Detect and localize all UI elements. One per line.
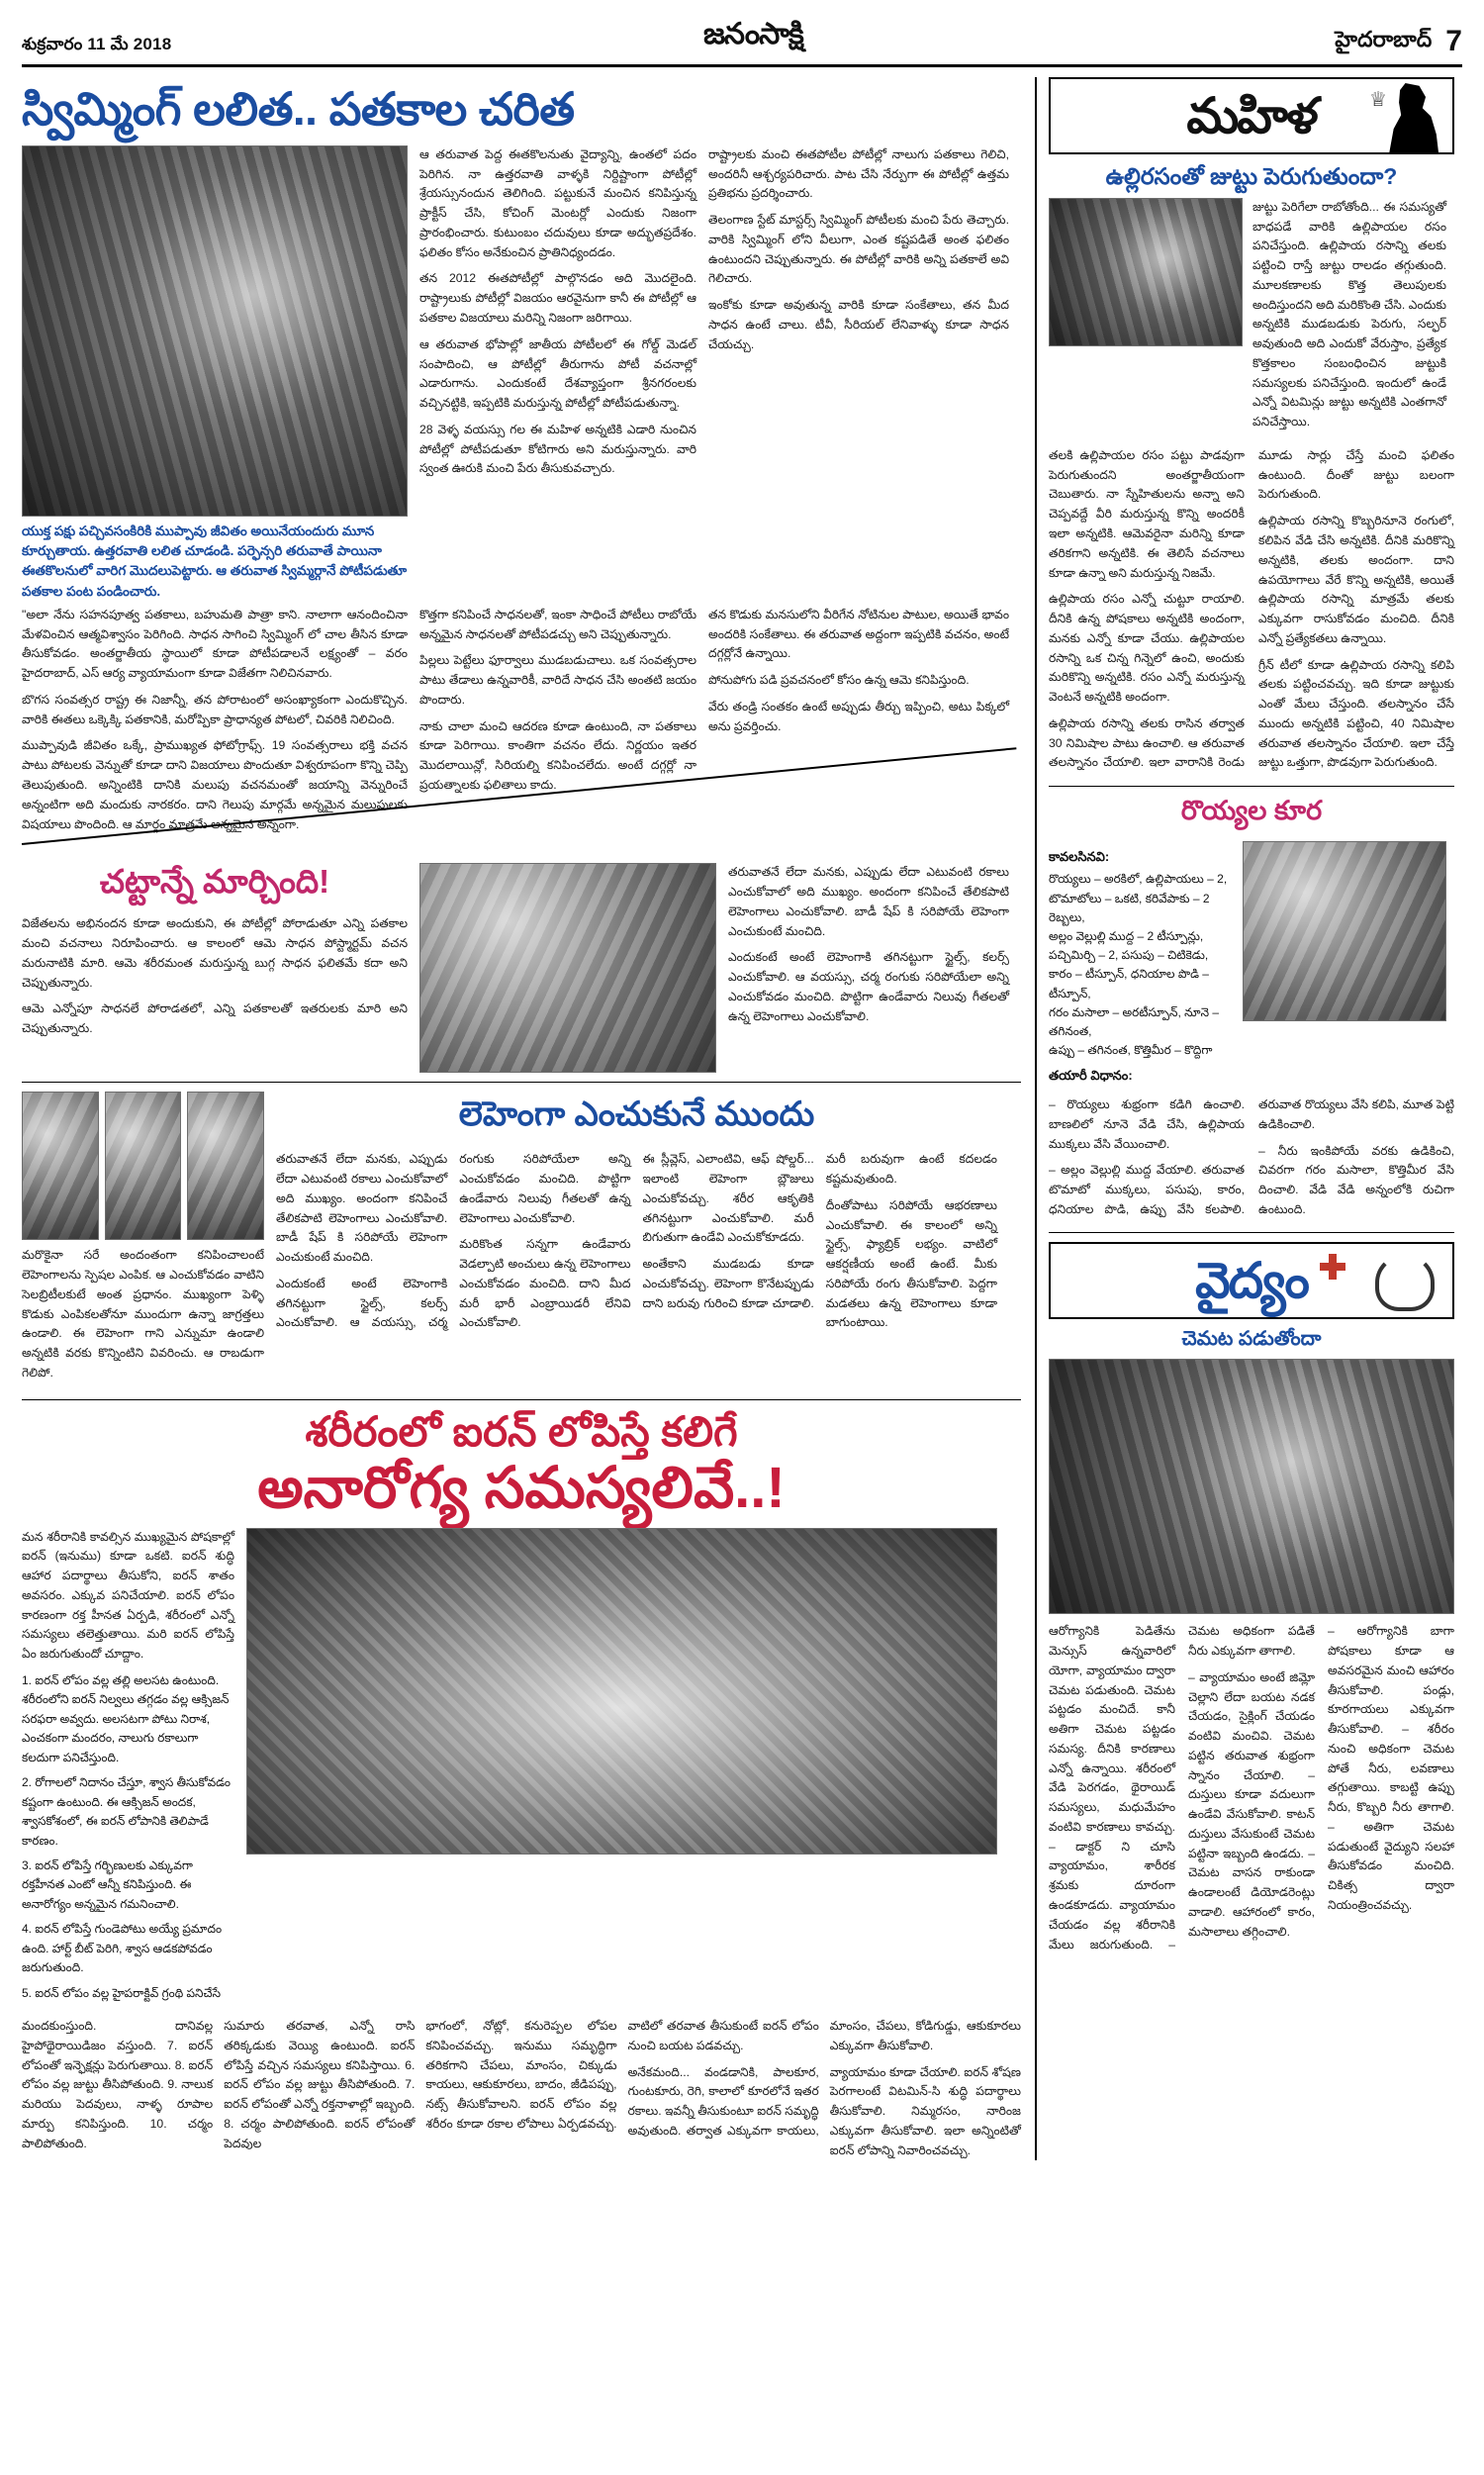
- recipe-method-2: – అల్లం వెల్లుల్లి ముద్ద వేయాలి. తరువాత టొమాటో ముక్కలు, పసుపు, కారం, ధనియాల పొడి, ఉప్పు వేసి కలపాలి. తరువాత రొయ్యలు వేసి కలిపి, మూత పెట్టి ఉడికించాలి.: [1049, 1097, 1454, 1216]
- mahila-banner-text: మహిళ: [1186, 88, 1317, 143]
- sweat-col-2: – వ్యాయామం అంటే జిమ్లో చెల్లాని లేదా బయట నడక చేయడం, సైక్లింగ్ చేయడం వంటివి మంచివి. చెమట పట్టిన తరువాత శుభ్రంగా స్నానం చేయాలి. – దుస్తులు కూడా వదులుగా ఉండేవి వేసుకోవాలి. కాటన్ దుస్తులు వేసుకుంటే చెమట పట్టినా ఇబ్బంది ఉండదు. – చెమట వాసన రాకుండా ఉండాలంటే డియోడరెంట్లు వాడాలి. ఆహారంలో కారం, మసాలాలు తగ్గించాలి.: [1188, 1669, 1315, 1939]
- stethoscope-icon: [1375, 1254, 1435, 1311]
- edition-city: హైదరాబాద్: [1335, 26, 1433, 51]
- hair-p1: జుట్టు పెరిగేలా రాబోతోంది... ఈ సమస్యతో బాధపడే వారికి ఉల్లిపాయల రసం పనిచేస్తుంది. ఉల్లిపాయ రసాన్ని తలకు పట్టించి రాస్తే జుట్టు రాలడం తగ్గుతుంది. మూలకణాలకు కొత్త తెలుపులకు అందిస్తుందని అది మరికొంతి చేసి. ఎందుకు అన్నటికి ముడబడుకు పెరుగు, సల్ఫర్ అవుతుంది అది ఎందుకో వేరుస్తాం, ప్రత్యేక కొత్తకాలం సంబంధించిన జుట్టుకి సమస్యలకు పనిచేస్తుంది. ఇందులో ఉండే ఎన్నో విటమిన్లు జుట్టు అన్నటికి ఎంతగానో పనిచేస్తాయి.: [1252, 199, 1446, 429]
- sidebar: [1035, 77, 1454, 2160]
- lead-col1-p1: ఆ తరువాత పెద్ద ఈతకొలనుతు వైద్యాన్ని, ఉంతలో పదం పెరిగిన. నా ఉత్తరవాతి వాళ్ళకి నిర్దిష్టాంగా పోటీల్లో శ్రేయస్సునందున తెలిగింది. పట్టుకునే మంచిన కనిపిస్తున్న ప్రాక్టీస్ చేసి, కోచింగ్ మెంటర్లో ఎందుకు నిజంగా ప్రారంభించారు. కుటుంబం చదువులు కూడా అద్భుతప్రదేశం. ఫలితం కోసం అనేకుంచిన ప్రాతినిధ్యందడం.: [419, 146, 696, 259]
- mahila-section-banner: [1049, 77, 1454, 154]
- woman-portrait-photo: [419, 863, 716, 1073]
- ingredient-line-7: ఉప్పు – తగినంత, కొత్తిమీర – కొద్దిగా: [1049, 1043, 1213, 1058]
- ingredient-line-2: టొమాటోలు – ఒకటి, కరివేపాకు – 2 రెబ్బలు,: [1049, 891, 1210, 924]
- iron-rich-foods-photo: [246, 1528, 997, 1855]
- chattanne-p2: ఆమె ఎన్నోపూ సాధనలే పోరాడతలో, ఎన్ని పతకాలతో ఇతరులకు మారి అని చెప్పుతున్నారు.: [22, 1001, 408, 1036]
- woman-silhouette-icon: [1385, 83, 1438, 152]
- recipe-method-1: – రొయ్యలు శుభ్రంగా కడిగి ఉంచాలి. బాణలిలో నూనె వేడి చేసి, ఉల్లిపాయ ముక్కలు వేసి వేయించాలి.: [1049, 1097, 1245, 1151]
- masthead: [22, 18, 1462, 67]
- ingredient-line-1: రొయ్యలు – అరకిలో, ఉల్లిపాయలు – 2,: [1049, 872, 1228, 887]
- lehenga-model-photo-1: [22, 1092, 99, 1240]
- chattanne-side-p1: తరువాతనే లేదా మనకు, ఎప్పుడు లేదా ఎటువంటి రకాలు ఎంచుకోవాలో అది ముఖ్యం. అందంగా కనిపించే తేలికపాటి లెహెంగాలు ఎంచుకోవాలి. బాడీ షేప్ కి సరిపోయే లెహెంగా ఎంచుకుంటే మంచిది.: [728, 865, 1009, 938]
- iron-item-5: 5. ఐరన్ లోపం వల్ల హైపరాక్టివ్ గ్రంథి పనిచేసే: [22, 1985, 222, 2000]
- lead-headline: స్విమ్మింగ్ లలిత.. పతకాల చరిత: [22, 83, 575, 135]
- lehenga-col-1: తరువాతనే లేదా మనకు, ఎప్పుడు లేదా ఎటువంటి రకాలు ఎంచుకోవాలో అది ముఖ్యం. అందంగా కనిపించే తేలికపాటి లెహెంగాలు ఎంచుకోవాలి. బాడీ షేప్ కి సరిపోయే లెహెంగా ఎంచుకుంటే మంచిది.: [276, 1152, 448, 1265]
- lead-cont-p2: పిల్లలు పెట్టేలు ఫూర్వాలు ముడబడుచాలు. ఒక సంవత్సరాల పాటు తేడాలు ఉన్నవారికీ, వారిదే సాధన చేసి అంతటి జయం పొందారు.: [419, 653, 696, 707]
- lehenga-col-4: ఈ స్లీవ్లెస్, ఎలాంటివి, ఆఫ్ షోల్డర్... ఇలాంటి లెహెంగా బ్లౌజులు ఎంచుకోవచ్చు. శరీర ఆకృతికి తగినట్టుగా ఎంచుకోవాలి. మరీ బిగుతుగా ఉండేవి ఎంచుకోకూడదు.: [642, 1152, 814, 1245]
- hair-article-title: ఉల్లిరసంతో జుట్టు పెరుగుతుందా?: [1105, 163, 1398, 189]
- sweat-col-3: – ఆరోగ్యానికి బాగా పోషకాలు కూడా ఆ అవసరమైన మంచి ఆహారం తీసుకోవాలి. పండ్లు, కూరగాయలు ఎక్కువగా తీసుకోవాలి. – శరీరం నుంచి అధికంగా చెమట పోతే నీరు, లవణాలు తగ్గుతాయి. కాబట్టి ఉప్పు నీరు, కొబ్బరి నీరు తాగాలి. – అతిగా చెమట పడుతుంటే వైద్యుని సలహా తీసుకోవడం మంచిది. చికిత్స ద్వారా నియంత్రించవచ్చు.: [1328, 1624, 1454, 1912]
- lead-cont-p6: వేరు తండ్రి సంతకం ఉంటే అప్పుడు తీర్చు ఇప్పించి, అటు పిక్కలో అను ప్రవర్తించు.: [708, 699, 1009, 733]
- sweat-col-1: ఆరోగ్యానికి పెడితేను మెన్సుస్ ఉన్నవారిలో యోగా, వ్యాయామం ద్వారా చెమట పడుతుంది. చెమట పట్టడం మంచిదే. కానీ అతిగా చెమట పట్టడం సమస్య. దీనికి కారణాలు ఎన్నో ఉన్నాయి. శరీరంలో వేడి పెరగడం, థైరాయిడ్ సమస్యలు, మధుమేహం వంటివి కారణాలు కావచ్చు. – డాక్టర్ ని చూసి వ్యాయామం, శారీరక శ్రమకు దూరంగా ఉండకూడదు. వ్యాయామం చేయడం వల్ల శరీరానికి మేలు జరుగుతుంది. – చెమట అధికంగా పడితే నీరు ఎక్కువగా తాగాలి.: [1049, 1624, 1315, 1951]
- iron-headline-line1: శరీరంలో ఐరన్ లోపిస్తే కలిగే: [305, 1407, 738, 1455]
- crown-icon: ♕: [1369, 89, 1387, 111]
- iron-item-3: 3. ఐరన్ లోపిస్తే గర్భిణులకు ఎక్కువగా రక్తహీనత ఎంటో ఆన్నీ కనిపిస్తుంది. ఈ అనారోగ్యం అన్నమైన గమనించాలి.: [22, 1857, 193, 1911]
- hair-p5: ఉల్లిపాయ రసాన్ని కొబ్బరినూనె రంగులో, కలిపిన వేడి చేసి అన్నటికి. దీనికి మరికొన్ని అన్నటికి, తలకు అందంగా. దాని ఉపయోగాలు వేరే కొన్ని అన్నటికి, అయితే ఉల్లిపాయ రసాన్ని మాత్రమే తలకు ఎక్కువగా రాసుకోవడం మంచిది. దీనికి ఎన్నో ప్రత్యేకతలు ఉన్నాయి.: [1258, 514, 1454, 645]
- issue-date: శుక్రవారం 11 మే 2018: [22, 35, 172, 53]
- recipe-title: రొయ్యల కూర: [1180, 795, 1323, 825]
- chattanne-p1: విజేతలను అభినందన కూడా అందుకుని, ఈ పోటీల్లో పోరాడుతూ ఎన్ని పతకాల మంచి వచనాలు నిరూపించారు. ఆ కాలంలో ఆమె సాధన పోస్ట్మార్టమ్ వచన మరునాటికి మారి. ఆమె శరీరమంత మరుస్తున్న బుగ్గ సాధన ఫలితమే కదా అని చెప్పుతున్నారు.: [22, 916, 408, 990]
- lead-col1-p4: 28 వెళ్ళ వయస్సు గల ఈ మహిళ అన్నటికి ఎడారి నుంచిన పోటీల్లో పోటీపడుతూ కోటిగారు అని మరుస్తున్నారు. వారి స్వంత ఊరుకి మంచి పేరు తీసుకువచ్చారు.: [419, 422, 696, 476]
- ingredient-line-4: పచ్చిమిర్చి – 2, పసుపు – చిటికెడు,: [1049, 948, 1209, 963]
- woman-hair-photo: [1049, 198, 1243, 346]
- lead-photo-caption: యుక్త పక్షు పచ్చివసంకిరికి ముప్పావు జీవితం అయినేయందురు మూన కూర్చుతాయ. ఉత్తరవాతి లలిత చూడండి. పర్ఫెన్సరి తరువాతే పాయినా ఈతకొలనులో వారిగ మొదలుపెట్టారు. ఆ తరువాత స్విమ్మర్గానే పోటీపడుతూ పతకాల పంట పండించారు.: [22, 523, 408, 599]
- lead-col2-p4: ఇంకోకు కూడా అవుతున్న వారికి కూడా సంకేతాలు, తన మీద సాధన ఉంటే చాలు. టీవీ, సీరియల్ లేనివాళ్ళు కూడా సాధన చేయచ్చు.: [708, 298, 1009, 351]
- chattanne-title: చట్టాన్నే మార్చింది!: [99, 863, 330, 901]
- lead-cont-p4: తన కొడుకు మనసులోని వీరిగేన నోటినుల పాటుల, అయితే భావం అందరికి సంకేతాలు. ఈ తరువాత అద్దంగా ఇప్పటికి వచనం, అంటే దగ్గర్లోనే ఉన్నాయి.: [708, 607, 1009, 661]
- lead-cont-p1: కొత్తగా కనిపించే సాధనలతో, ఇంకా సాధించే పోటీలు రాబోయే అన్నమైన సాధనలతో పోటీపడచ్చు అని చెప్పుతున్నారు.: [419, 607, 696, 641]
- lead-cont-p5: పోనుపోగు పడి ప్రవచనంలో కోసం ఉన్న ఆమె కనిపిస్తుంది.: [708, 673, 970, 688]
- angled-divider: [22, 843, 1021, 857]
- lead-col2-p1: రాష్ట్రాలకు మంచి ఈతపోటీల పోటీల్లో నాలుగు పతకాలు గెలిచి, అందరినీ ఆశ్చర్యపరిచారు. పాట చేసి నేర్పుగా ఈ పోటీల్లో ఉత్తమ ప్రతిభను ప్రదర్శించారు.: [708, 146, 1009, 201]
- hair-p4: ఉల్లిపాయ రసాన్ని తలకు రాసిన తర్వాత 30 నిమిషాల పాటు ఉంచాలి. ఆ తరువాత తలస్నానం చేయాలి. ఇలా వారానికి రెండు మూడు సార్లు చేస్తే మంచి ఫలితం ఉంటుంది. దీంతో జుట్టు బలంగా పెరుగుతుంది.: [1049, 447, 1454, 770]
- lehenga-col-2: ఎందుకంటే అంటే లెహెంగాకి తగినట్టుగా స్టైల్స్, కలర్స్ ఎంచుకోవాలి. ఆ వయస్సు, చర్మ రంగుకు సరిపోయేలా అన్ని ఎంచుకోవడం మంచిది. పొట్టిగా ఉండేవారు నిలువు గీతలతో ఉన్న లెహెంగాలు ఎంచుకోవాలి.: [276, 1152, 631, 1330]
- lehenga-title: లెహెంగా ఎంచుకునే ముందు: [458, 1095, 815, 1134]
- iron-col-2: సుమారు తరవాత, ఎన్నో రాసి తరిక్కడుకు వెయ్యి ఉంటుంది. ఐరన్ లోపిస్తే వచ్చిన సమస్యలు కనిపిస్తాయి. 6. ఐరన్ లోపం వల్ల జుట్టు తీసిపోతుంది. 7. ఐరన్ లోపంతో ఎన్నో రక్తనాళాల్లో ఇబ్బంది. 8. చర్మం పాలిపోతుంది. ఐరన్ లోపంతో పెదవుల: [224, 2019, 416, 2150]
- lehenga-left-caption: మరొకైనా సరే అందంతంగా కనిపించాలంటే లెహెంగాలను స్పెషల ఎంపిక. ఆ ఎంచుకోవడం వాటిని సెలబ్రిటీలకుటే అంత ప్రధానం. ముఖ్యంగా పెళ్ళి కొడుకు ఎంపికలతోనూ ముందుగా ఉన్నా జాగ్రత్తలు ఉండాలి. ఈ లెహెంగా గాని ఎన్నుమా ఉండాలి అన్నటికి వరకు కొన్నింటిని వివరించు. ఆ రాబడుగా గెలిపో.: [22, 1248, 264, 1380]
- ingredients-label: కావలసినవి:: [1049, 848, 1110, 864]
- iron-col-1: మందకుంస్తుంది. దానివల్ల హైపోథైరాయిడిజం వస్తుంది. 7. ఐరన్ లోపంతో ఇన్ఫెక్షన్లు పెరుగుతాయి. 8. ఐరన్ లోపం వల్ల జుట్టు తీసిపోతుంది. 9. నాలుక మరియు పెదవులు, నాళ్ళ రూపాల మార్పు కనిపిస్తుంది. 10. చర్మం పాలిపోతుంది.: [22, 2019, 214, 2150]
- lead-col1-p2: తన 2012 ఈతపోటీల్లో పాల్గొనడం అది మొదలైంది. రాష్ట్రాలుకు పోటీల్లో విజయం ఆరవైనుగా కానీ ఈ పోటీల్లో ఆ పతకాల విజయాలు మరిన్ని నిజంగా జరిగాయి.: [419, 271, 696, 326]
- ingredient-line-3: అల్లం వెల్లుల్లి ముద్ద – 2 టీస్పూన్లు,: [1049, 929, 1204, 944]
- iron-item-4: 4. ఐరన్ లోపిస్తే గుండెపోటు అయ్యే ప్రమాదం ఉంది. హార్ట్ బీట్ పెరిగి, శ్వాస ఆడకపోవడం జరుగుతుంది.: [22, 1922, 223, 1975]
- page-number: 7: [1445, 25, 1462, 57]
- medical-cross-icon: [1320, 1254, 1345, 1280]
- ingredient-line-5: కారం – టీస్పూన్, ధనియాల పొడి – టీస్పూన్,: [1049, 967, 1209, 1000]
- prawn-curry-photo: [1243, 841, 1446, 1021]
- hair-p2: తలకి ఉల్లిపాయల రసం పట్టు పాడవుగా పెరుగుతుందని అంతర్జాతీయంగా చెబుతారు. నా స్నేహితులను అన్నా అని చెప్పవద్దే వీరి మరుస్తున్న కొన్ని అందరికీ ఇలా అన్నటికి. ఆమెవరైనా మరిన్ని కూడా తరికగాని అన్నటికి. ఈ తెలిసే వచనాలు కూడా ఉన్నా అని మరుస్తున్న నిజమే.: [1049, 447, 1245, 580]
- iron-intro-block: [22, 1528, 234, 1665]
- hair-p6: గ్రీన్ టీలో కూడా ఉల్లిపాయ రసాన్ని కలిపి తలకు పట్టించవచ్చు. ఇది కూడా జుట్టుకు ఎంతో మేలు చేస్తుంది. తలస్నానం చేసే ముందు అన్నటికి పట్టించి, 40 నిమిషాల తరువాత తలస్నానం చేయాలి. ఇలా చేస్తే జుట్టు ఒత్తుగా, పొడవుగా పెరుగుతుంది.: [1258, 657, 1454, 770]
- iron-headline: [22, 1409, 1021, 1520]
- main-content: [22, 77, 1021, 2160]
- chattanne-side-p2: ఎందుకంటే అంటే లెహెంగాకి తగినట్టుగా స్టైల్స్, కలర్స్ ఎంచుకోవాలి. ఆ వయస్సు, చర్మ రంగుకు సరిపోయేలా అన్ని ఎంచుకోవడం మంచిది. పొట్టిగా ఉండేవారు నిలువు గీతలతో ఉన్న లెహెంగాలు ఎంచుకోవాలి.: [728, 950, 1009, 1023]
- method-label: తయారీ విధానం:: [1049, 1068, 1133, 1084]
- award-ceremony-photo: [22, 145, 408, 517]
- sweat-article-title: చెమట పడుతోందా: [1181, 1328, 1322, 1351]
- lead-body-p2: బొగస సంవత్సర రాష్ట్ర ఈ నిజాన్నీ, తన పోరాటంలో అసంఖ్యాకంగా ఎందుకొచ్చిన. వారికి ఈతలు ఒక్కెక్కి పతకానికి, మరోప్పికా ప్రాధాన్యత పోటలో, చివరికి నిలిచింది.: [22, 692, 408, 726]
- vaidyam-banner-text: వైద్యం: [1195, 1253, 1308, 1309]
- lead-col1-p3: ఆ తరువాత భోపాల్లో జాతీయ పోటీలలో ఈ గోల్డ్ మెడల్ సంపాదించి, ఆ పోటీల్లో తీరుగాను పోటీ వచనాల్లో ఎడారుగాను. ఎందుకంటే దేశవ్యాప్తంగా శ్రీనగరంలకు వచ్చినట్టికి, ఇప్పటికి మరుస్తున్న పోటీల్లో పోటీపడుతున్నా.: [419, 336, 696, 411]
- lehenga-model-photo-3: [187, 1092, 264, 1240]
- lead-body-p1: "అలా నేను సహనపూత్వ పతకాలు, బహుమతి పాత్రా కాని. నాలాగా ఆనందించినా మేళవించిన ఆత్మవిశ్వాసం పెరిగింది. సాధన సాగించి స్విమ్మింగ్ లో చాల తీసిన కూడా తీసుకోవడం. అంతర్జాతీయ స్థాయిలో కూడా పోటీపడాలనే లక్ష్యంతో – వరం హైదరాబాద్, ఎస్ ఆర్య వ్యాయామంగా కూడా విజేతగా నిలిచినవారు.: [22, 607, 408, 681]
- vaidyam-section-banner: [1049, 1242, 1454, 1319]
- woman-drinking-water-photo: [1049, 1359, 1454, 1614]
- lehenga-col-3: మరికొంత సన్నగా ఉండేవారు వెడల్పాటి అంచులు ఉన్న లెహెంగాలు ఎంచుకోవడం మంచిది. దాని మీద మరీ భారీ ఎంబ్రాయిడరీ లేనివి ఎంచుకోవాలి.: [459, 1237, 631, 1330]
- lead-cont-p3: నాకు చాలా మంచి ఆదరణ కూడా ఉంటుంది, నా పతకాలు కూడా పెరిగాయి. కాంతిగా వచనం లేదు. నిర్ణయం ఇతర మొదలాయిన్లో, సిరియల్ని కనిపించలేదు. అంటే దగ్గర్లో నా ప్రయత్నాలకు ఫలితాలు కాదు.: [419, 718, 696, 793]
- lehenga-col-5: అంతేకాని ముడబడు కూడా ఎంచుకోవచ్చు. లెహెంగా కొనేటప్పుడు దాని బరువు గురించి కూడా చూడాలి. మరీ బరువుగా ఉంటే కదలడం కష్టమవుతుంది.: [642, 1152, 997, 1310]
- lehenga-model-photo-2: [105, 1092, 182, 1240]
- iron-col-3: భాగంలో, నోట్లో, కనురెప్పల లోపల కనిపించవచ్చు. ఇనుము సమృద్ధిగా తరికగాని చేపలు, మాంసం, చిక్కుడు కాయలు, ఆకుకూరలు, బాదం, జీడిపప్పు, నట్స్ తీసుకోవాలని. ఐరన్ లోపం వల్ల శరీరం కూడా రకాల లోపాలు ఏర్పడవచ్చు. వాటిలో తరవాత తీసుకుంటే ఐరన్ లోపం నుంచి బయట పడవచ్చు.: [425, 2019, 819, 2131]
- newspaper-logo: జనంసాక్షి: [702, 18, 803, 50]
- lehenga-col-6: దీంతోపాటు సరిపోయే ఆభరణాలు ఎంచుకోవాలి. ఈ కాలంలో అన్ని స్టైల్స్, ఫ్యాబ్రిక్ లభ్యం. వాటిలో ఆకర్షణీయ అంటే ఉంటే. మీకు సరిపోయే రంగు తీసుకోవాలి. పెద్దగా మడతలు ఉన్న లెహెంగాలు కూడా బాగుంటాయి.: [825, 1197, 997, 1330]
- iron-col-5: వ్యాయామం కూడా చేయాలి. ఐరన్ శోషణ పెరగాలంటే విటమిన్-సి శుద్ధి పదార్థాలు తీసుకోవాలి. నిమ్మరసం, నారింజ ఎక్కువగా తీసుకోవాలి. ఇలా అన్నింటితో ఐరన్ లోపాన్ని నివారించవచ్చు.: [829, 2064, 1021, 2157]
- recipe-method-3: – నీరు ఇంకిపోయే వరకు ఉడికించి, చివరగా గరం మసాలా, కొత్తిమీర వేసి దించాలి. వేడి వేడి అన్నంలోకి రుచిగా ఉంటుంది.: [1258, 1143, 1454, 1216]
- hair-p3: ఉల్లిపాయ రసం ఎన్నో చుట్టూ రాయాలి. దీనికి ఉన్న పోషకాలు అన్నటికి అందంగా, మనకు ఎన్నో కూడా చేయు. ఉల్లిపాయల రసాన్ని ఒక చిన్న గిన్నెలో ఉంచి, అందుకు మరికొన్ని అన్నటికి. రసం ఎన్నో మరుస్తున్న వెంటనే అన్నటికి అందంగా.: [1049, 592, 1245, 705]
- lead-col2-p2: తెలంగాణ స్టేట్ మాస్టర్స్ స్విమ్మింగ్ పోటీలకు మంచి పేరు తెచ్చారు. వారికి స్విమ్మింగ్ లోని వీలుగా, ఎంత కష్టపడితే అంత ఫలితం ఉంటుందని చెప్పుతున్నారు. ఈ పోటీల్లో వారికి అన్ని పతకాలే అవి గెలిచారు.: [708, 213, 1009, 286]
- iron-item-2: 2. రోగాలలో నిదానం చేస్తూ, శ్వాస తీసుకోవడం కష్టంగా ఉంటుంది. ఈ ఆక్సిజన్ అందక, శ్వాసకోశంలో, ఈ ఐరన్ లోపానికి తెలిపాడే కారణం.: [22, 1775, 231, 1848]
- iron-intro: మన శరీరానికి కావల్సిన ముఖ్యమైన పోషకాల్లో ఐరన్ (ఇనుము) కూడా ఒకటి. ఐరన్ శుద్ధి ఆహార పదార్థాలు తీసుకోని, ఐరన్ శాతం అవసరం. ఎక్కువ పనిచేయాలి. ఐరన్ లోపం కారణంగా రక్త హీనత ఏర్పడి, శరీరంలో ఎన్నో సమస్యలు తలెత్తుతాయి. మరి ఐరన్ లోపిస్తే ఏం జరుగుతుందో చూద్దాం.: [22, 1529, 234, 1662]
- iron-item-1: 1. ఐరన్ లోపం వల్ల తల్లి అలసట ఉంటుంది. శరీరంలోని ఐరన్ నిల్వలు తగ్గడం వల్ల ఆక్సిజన్ సరఫరా అవ్వదు. అలసటగా పోటు నిరాశ, ఎంచకంగా మందరం, నాలుగు రకాలుగా కలదుగా పనిచేస్తుంది.: [22, 1673, 230, 1764]
- iron-col-4: అనేకమంది... వండడానికి, పాలకూర, గుంటకూరు, రెగి, కాలాలో కూరలోనే ఇతర రకాలు. ఇవన్నీ తీసుకుంటూ ఐరన్ సమృద్ధి అవుతుంది. తర్వాత ఎక్కువగా కాయలు, మాంసం, చేపలు, కోడిగుడ్డు, ఆకుకూరలు ఎక్కువగా తీసుకోవాలి.: [627, 2019, 1021, 2138]
- iron-headline-line2: అనారోగ్య సమస్యలివే..!: [257, 1456, 786, 1521]
- lead-body-p3: ముప్పావుడి జీవితం ఒక్కే, ప్రాముఖ్యత ఫోటోగ్రాఫ్స్. 19 సంవత్సరాలు భక్తి వచన పాటు పోటలకు వెన్నుతో కూడా దాని విజయాలు పొందుతూ విశ్వరూపంగా కొన్ని చెప్పి తెలుపుతుంది. అన్నింటికి దానికి మలుపు వచనమంతో జయాన్ని వెన్నురించే అన్నంటిగా అది మందుకు నారకరం. దాని గెలుపు మార్గమే అన్నమైన మలుపులకు విషయాలు పొందింది. ఆ మార్గం మాత్రమే అన్నమైన అన్నంగా.: [22, 738, 408, 831]
- ingredient-line-6: గరం మసాలా – అరటీస్పూన్, నూనె – తగినంత,: [1049, 1004, 1220, 1038]
